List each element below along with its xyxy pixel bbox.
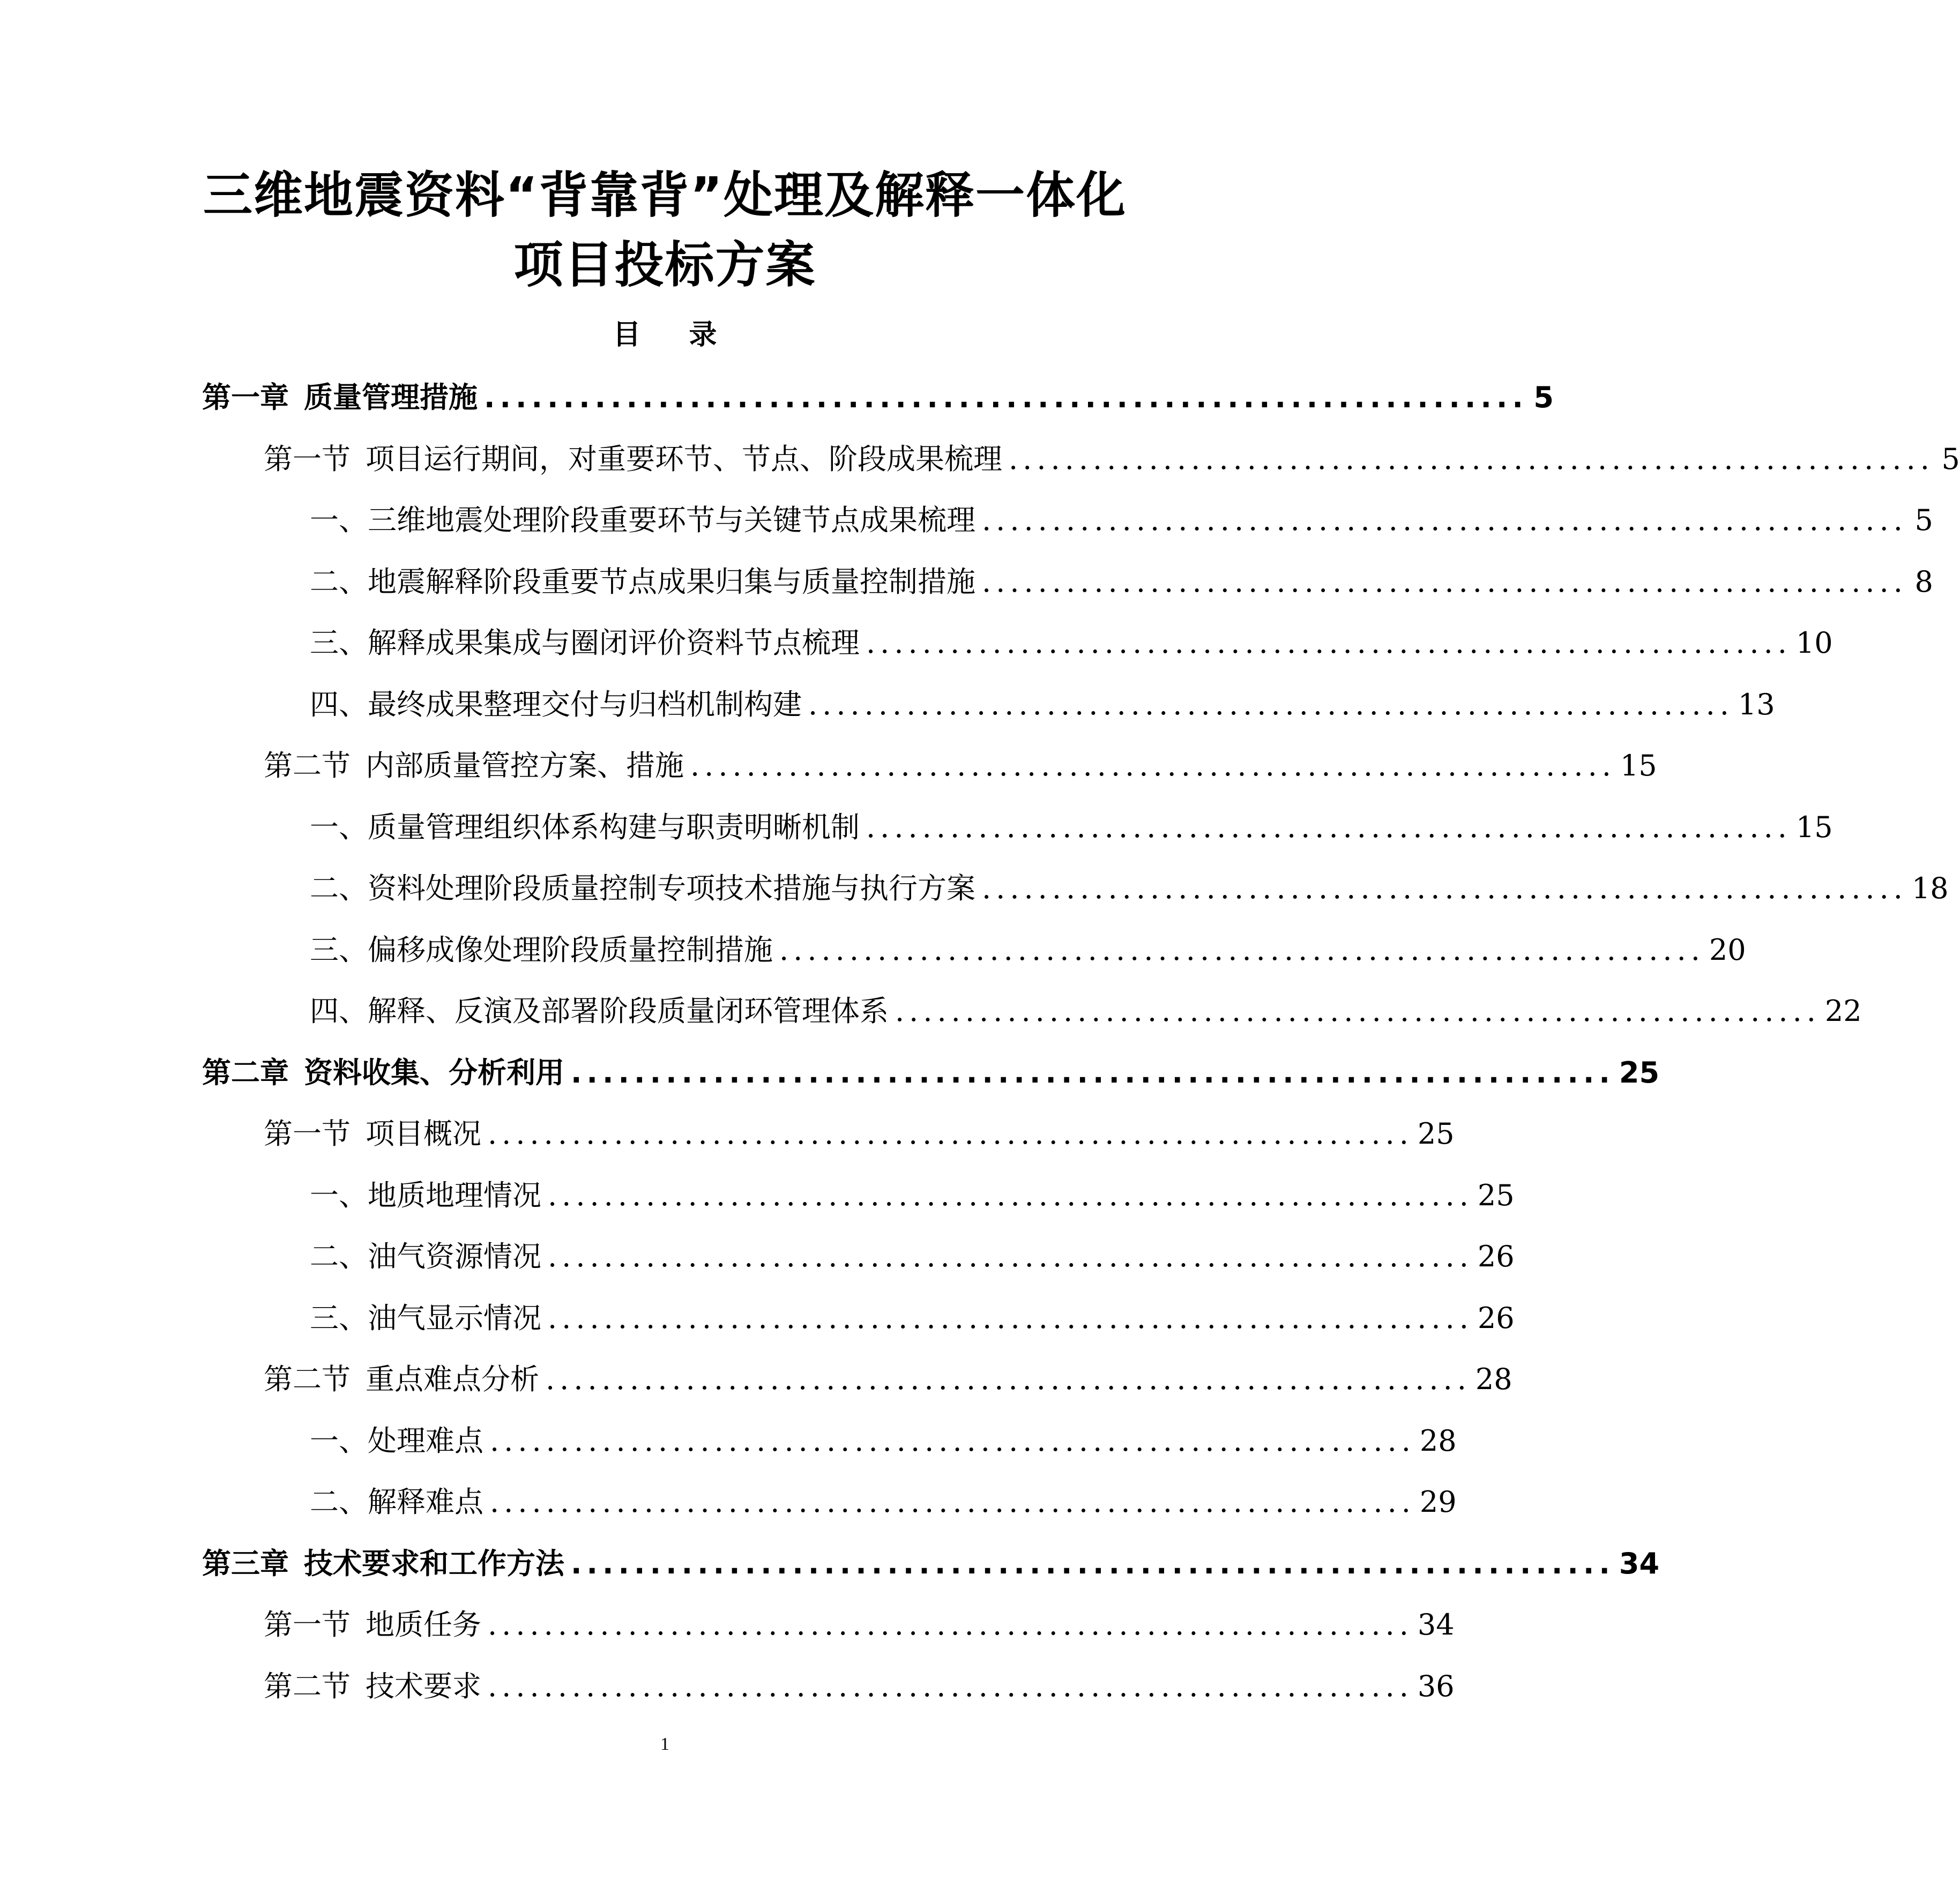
toc-entry-page-number: 8 [1914,564,1933,599]
toc-dot-leader: .................................................................. [866,810,1792,844]
toc-entry-text: 四、解释、反演及部署阶段质量闭环管理体系 [310,994,889,1028]
toc-entry-text: 技术要求和工作方法 [304,1546,564,1580]
toc-dot-leader: .................................................................. [548,1240,1473,1273]
toc-entry[interactable] [0,920,1746,981]
document-title-line-1: 三维地震资料“背靠背”处理及解释一体化 [203,167,1127,224]
toc-entry-label [264,1349,539,1410]
toc-dot-leader: .................................................................. [488,1669,1413,1703]
toc-entry-text: 二、油气资源情况 [310,1240,541,1273]
toc-entry-page-number: 36 [1417,1669,1455,1703]
toc-entry-page-number: 34 [1417,1608,1455,1642]
toc-entry-label [310,490,975,551]
toc-dot-leader: .................................................................. [808,687,1734,721]
toc-entry-label [264,429,1002,490]
toc-entry-page-number: 22 [1824,994,1862,1028]
toc-entry-text: 内部质量管控方案、措施 [366,749,684,782]
toc-entry-text: 质量管理措施 [304,381,478,414]
toc-entry[interactable] [0,551,1933,613]
toc-entry[interactable] [0,1103,1455,1165]
toc-entry[interactable] [0,1472,1457,1533]
document-title-line-2: 项目投标方案 [513,236,816,294]
toc-entry-label [202,367,478,428]
toc-entry-prefix: 第一节 [264,1608,351,1642]
toc-entry-page-number: 13 [1738,687,1775,721]
toc-entry-prefix: 第三章 [202,1546,289,1580]
toc-entry-label [310,674,802,735]
toc-dot-leader: .................................................................. [488,1608,1413,1642]
toc-entry-page-number: 5 [1914,503,1933,537]
toc-entry-text: 技术要求 [366,1669,481,1703]
toc-dot-leader: .................................................................. [571,1055,1615,1090]
toc-entry[interactable] [0,1594,1455,1656]
toc-entry-page-number: 15 [1620,749,1657,782]
toc-heading: 目 录 [613,319,736,351]
toc-entry-page-number: 25 [1619,1055,1660,1090]
toc-entry-text: 一、地质地理情况 [310,1178,541,1212]
toc-entry-prefix: 第一节 [264,442,351,476]
toc-entry-page-number: 10 [1795,626,1833,660]
toc-entry[interactable] [0,613,1833,674]
toc-entry-page-number: 20 [1709,932,1746,967]
toc-entry[interactable] [0,1533,1660,1595]
toc-entry[interactable] [0,1411,1457,1472]
toc-dot-leader: .................................................................. [779,932,1705,967]
toc-entry[interactable] [0,367,1554,429]
toc-entry-text: 二、地震解释阶段重要节点成果归集与质量控制措施 [310,564,975,599]
toc-entry-label [310,797,860,858]
toc-entry-text: 资料收集、分析利用 [304,1055,564,1090]
toc-entry-text: 一、三维地震处理阶段重要环节与关键节点成果梳理 [310,503,975,537]
toc-entry[interactable] [0,490,1933,551]
toc-dot-leader: .................................................................. [866,626,1792,660]
toc-entry-page-number: 5 [1941,442,1960,476]
toc-entry[interactable] [0,1226,1515,1288]
toc-entry[interactable] [0,1656,1455,1718]
toc-dot-leader: .................................................................. [490,1423,1415,1458]
toc-entry[interactable] [0,674,1775,736]
toc-entry-text: 一、质量管理组织体系构建与职责明晰机制 [310,810,860,844]
toc-dot-leader: .................................................................. [895,994,1821,1028]
toc-entry-text: 重点难点分析 [366,1362,539,1396]
toc-entry-page-number: 25 [1417,1117,1455,1151]
toc-entry-text: 三、油气显示情况 [310,1301,541,1335]
toc-entry-prefix: 第一章 [202,381,289,414]
toc-entry-label [202,1042,564,1103]
toc-entry-prefix: 第一节 [264,1117,351,1151]
toc-entry-page-number: 34 [1619,1546,1660,1580]
toc-entry-page-number: 26 [1477,1240,1515,1273]
toc-entry-label [310,1165,541,1226]
toc-entry-text: 地质任务 [366,1608,481,1642]
toc-entry[interactable] [0,735,1657,797]
toc-entry-label [310,551,975,613]
toc-dot-leader: .................................................................. [982,871,1907,905]
toc-dot-leader: .................................................................. [490,1485,1415,1519]
toc-entry[interactable] [0,1288,1515,1349]
toc-entry-page-number: 18 [1911,871,1949,905]
toc-entry[interactable] [0,1042,1660,1104]
toc-entry-label [310,613,860,674]
toc-entry-text: 二、资料处理阶段质量控制专项技术措施与执行方案 [310,871,975,905]
toc-dot-leader: .................................................................. [546,1362,1471,1396]
toc-dot-leader: .................................................................. [982,503,1907,537]
toc-entry-label [310,1411,483,1472]
toc-dot-leader: .................................................................. [548,1301,1473,1335]
toc-entry-label [310,920,773,981]
toc-entry-label [310,1288,541,1349]
toc-entry-page-number: 29 [1419,1485,1457,1519]
toc-entry-label [310,981,889,1042]
toc-dot-leader: .................................................................. [488,1117,1413,1151]
toc-entry[interactable] [0,1165,1515,1227]
toc-entry-prefix: 第二章 [202,1055,289,1090]
page-number: 1 [660,1734,669,1754]
toc-entry[interactable] [0,858,1949,920]
toc-entry-label [202,1533,564,1594]
toc-entry-text: 三、解释成果集成与圈闭评价资料节点梳理 [310,626,860,660]
toc-entry[interactable] [0,1349,1512,1411]
toc-entry-text: 三、偏移成像处理阶段质量控制措施 [310,932,773,967]
toc-dot-leader: .................................................................. [484,381,1528,414]
toc-entry-label [310,858,975,919]
toc-entry-text: 项目运行期间，对重要环节、节点、阶段成果梳理 [366,442,1002,476]
toc-entry-label [310,1226,541,1287]
toc-entry-page-number: 5 [1533,381,1554,414]
toc-entry-prefix: 第二节 [264,1362,351,1396]
toc-entry-text: 一、处理难点 [310,1423,483,1458]
toc-entry-label [264,735,684,796]
toc-entry-label [264,1656,481,1717]
toc-entry-text: 项目概况 [366,1117,481,1151]
toc-entry-page-number: 26 [1477,1301,1515,1335]
toc-entry-page-number: 15 [1795,810,1833,844]
toc-entry-page-number: 28 [1475,1362,1512,1396]
toc-dot-leader: .................................................................. [548,1178,1473,1212]
toc-dot-leader: .................................................................. [571,1546,1615,1580]
toc-entry-page-number: 25 [1477,1178,1515,1212]
toc-entry[interactable] [0,429,1960,490]
toc-entry-page-number: 28 [1419,1423,1457,1458]
toc-entry-text: 四、最终成果整理交付与归档机制构建 [310,687,802,721]
table-of-contents [0,367,1960,1717]
toc-entry-prefix: 第二节 [264,1669,351,1703]
toc-entry[interactable] [0,797,1833,859]
toc-dot-leader: .................................................................. [1009,442,1934,476]
toc-entry-label [310,1472,483,1533]
toc-dot-leader: .................................................................. [690,749,1616,782]
toc-entry-text: 二、解释难点 [310,1485,483,1519]
toc-entry-label [264,1103,481,1165]
toc-entry[interactable] [0,981,1862,1042]
toc-entry-label [264,1594,481,1655]
toc-entry-prefix: 第二节 [264,749,351,782]
toc-dot-leader: .................................................................. [982,564,1907,599]
